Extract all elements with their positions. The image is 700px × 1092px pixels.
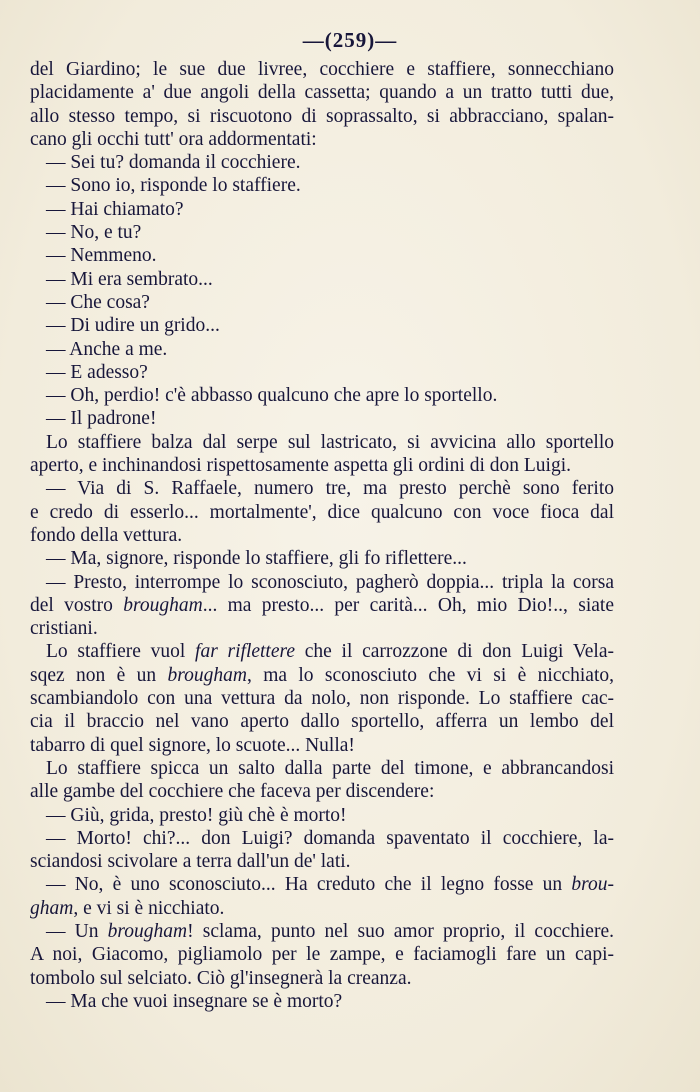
text-line: — Il padrone! <box>46 408 157 430</box>
text-line: cano gli occhi tutt' ora addormentati: <box>30 128 317 150</box>
text-line: Lo staffiere balza dal serpe sul lastricato, si avvicina allo sportello <box>46 431 614 453</box>
text-line: — Presto, interrompe lo sconosciuto, pagherò doppia... tripla la corsa <box>46 571 614 593</box>
text-line: A noi, Giacomo, pigliamolo per le zampe, e faciamogli fare un capi- <box>30 944 614 966</box>
text-line: — Sono io, risponde lo staffiere. <box>46 175 301 197</box>
text-line: tombolo sul selciato. Ciò gl'insegnerà la creanza. <box>30 967 412 989</box>
text-line: — Oh, perdio! c'è abbasso qualcuno che apre lo sportello. <box>46 385 498 407</box>
text-line: del vostro brougham... ma presto... per carità... Oh, mio Dio!.., siate <box>30 594 614 616</box>
text-line: del Giardino; le sue due livree, cocchiere e staffiere, sonnecchiano <box>30 59 614 80</box>
text-line: — Via di S. Raffaele, numero tre, ma presto perchè sono ferito <box>46 478 614 500</box>
text-line: e credo di esserlo... mortalmente', dice qualcuno con voce fioca dal <box>30 501 614 523</box>
text-line: sciandosi scivolare a terra dall'un de' lati. <box>30 851 351 873</box>
text-line: — Mi era sembrato... <box>46 268 213 290</box>
text-line: — No, e tu? <box>46 222 142 244</box>
text-line: — Anche a me. <box>46 338 168 360</box>
text-line: cristiani. <box>30 618 98 640</box>
text-line: — Hai chiamato? <box>46 198 184 220</box>
text-line: — No, è uno sconosciuto... Ha creduto che il legno fosse un brou- <box>46 874 614 896</box>
text-line: fondo della vettura. <box>30 524 183 546</box>
text-line: — Nemmeno. <box>46 245 157 267</box>
text-line: placidamente a' due angoli della cassetta; quando a un tratto tutti due, <box>30 82 614 104</box>
text-line: scambiandolo con una vettura da nolo, non risponde. Lo staffiere cac- <box>30 688 614 710</box>
text-line: cia il braccio nel vano aperto dallo sportello, afferra un lembo del <box>30 711 614 733</box>
text-line: alle gambe del cocchiere che faceva per discendere: <box>30 781 435 803</box>
text-line: — Sei tu? domanda il cocchiere. <box>46 152 301 174</box>
body-text <box>30 58 614 1013</box>
text-line: tabarro di quel signore, lo scuote... Nulla! <box>30 734 355 756</box>
text-line: — Giù, grida, presto! giù chè è morto! <box>46 804 347 826</box>
text-line: aperto, e inchinandosi rispettosamente aspetta gli ordini di don Luigi. <box>30 455 572 477</box>
text-line: — Ma, signore, risponde lo staffiere, gli fo riflettere... <box>46 548 467 570</box>
text-line: — Che cosa? <box>46 291 150 313</box>
text-line: — Un brougham! sclama, punto nel suo amor proprio, il cocchiere. <box>46 920 614 942</box>
text-line: gham, e vi si è nicchiato. <box>30 897 225 919</box>
text-line: allo stesso tempo, si riscuotono di soprassalto, si abbracciano, spalan- <box>30 105 614 127</box>
text-line: — Ma che vuoi insegnare se è morto? <box>46 990 343 1012</box>
text-line: — Morto! chi?... don Luigi? domanda spaventato il cocchiere, la- <box>46 827 614 849</box>
text-line: — E adesso? <box>46 361 148 383</box>
text-line: Lo staffiere spicca un salto dalla parte del timone, e abbrancandosi <box>46 757 614 779</box>
page-number: —(259)— <box>302 28 398 52</box>
text-line: Lo staffiere vuol far riflettere che il carrozzone di don Luigi Vela- <box>46 641 614 663</box>
text-line: sqez non è un brougham, ma lo sconosciuto che vi si è nicchiato, <box>30 664 614 686</box>
text-line: — Di udire un grido... <box>46 315 220 337</box>
